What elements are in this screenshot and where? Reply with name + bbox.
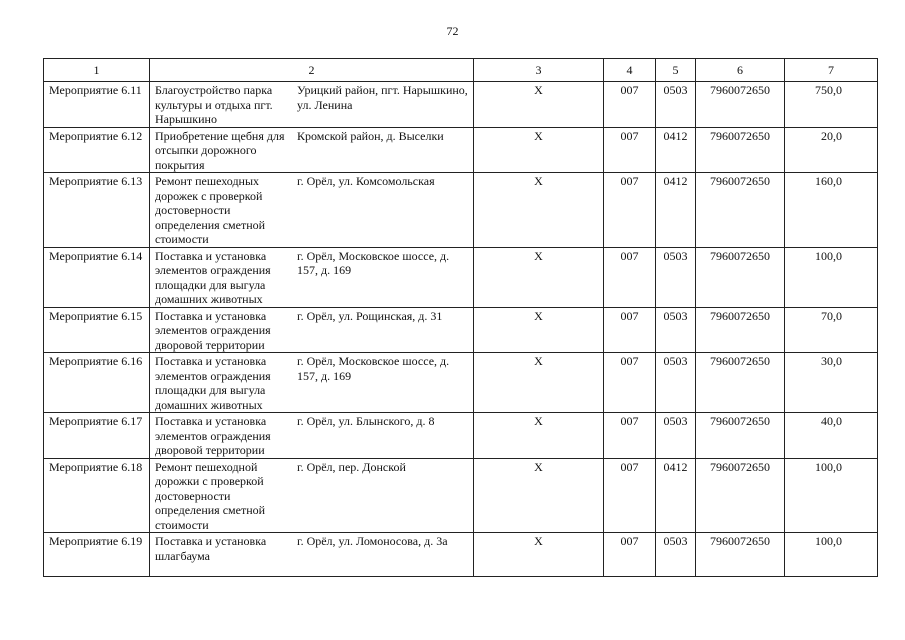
col7-cell: 160,0 [785,173,878,248]
col6-cell: 7960072650 [696,82,785,128]
measure-cell: Мероприятие 6.12 [44,127,150,173]
measure-cell: Мероприятие 6.11 [44,82,150,128]
col3-cell: X [474,413,604,459]
description-cell [150,533,474,577]
measure-address: г. Орёл, ул. Рощинская, д. 31 [297,308,443,323]
measure-name: Приобретение щебня для отсыпки дорожного покрытия [155,128,285,172]
measure-name: Ремонт пешеходной дорожки с проверкой достоверности определения сметной стоимости [155,459,266,532]
table-row [44,307,878,353]
description-cell [150,353,474,413]
measure-name: Благоустройство парка культуры и отдыха пгт. Нарышкино [155,83,273,126]
measure-name: Поставка и установка шлагбаума [155,534,267,563]
col5-cell: 0503 [656,533,696,577]
col3-cell: X [474,173,604,248]
col6-cell: 7960072650 [696,533,785,577]
col6-cell: 7960072650 [696,173,785,248]
description-cell [150,307,474,353]
table-row [44,533,878,577]
measure-address: г. Орёл, пер. Донской [297,459,406,474]
measure-name: Поставка и установка элементов ограждения площадки для выгула домашних животных [155,248,271,306]
col4-cell: 007 [604,458,656,533]
measure-address: г. Орёл, Московское шоссе, д. 157, д. 169 [297,354,450,383]
header-cell: 7 [785,59,878,82]
col5-cell: 0503 [656,353,696,413]
measure-cell: Мероприятие 6.14 [44,247,150,307]
col4-cell: 007 [604,127,656,173]
col6-cell: 7960072650 [696,127,785,173]
col6-cell: 7960072650 [696,307,785,353]
table-row [44,353,878,413]
measure-cell: Мероприятие 6.16 [44,353,150,413]
col4-cell: 007 [604,353,656,413]
col4-cell: 007 [604,247,656,307]
description-cell [150,458,474,533]
measure-name: Поставка и установка элементов ограждения дворовой территории [155,414,271,457]
description-cell [150,413,474,459]
table-row [44,413,878,459]
header-cell: 5 [656,59,696,82]
col6-cell: 7960072650 [696,413,785,459]
col7-cell: 100,0 [785,458,878,533]
col5-cell: 0503 [656,413,696,459]
col5-cell: 0503 [656,307,696,353]
header-cell: 3 [474,59,604,82]
col3-cell: X [474,307,604,353]
col3-cell: X [474,127,604,173]
col3-cell: X [474,247,604,307]
table-row [44,127,878,173]
measure-address: г. Орёл, ул. Ломоносова, д. 3а [297,534,448,548]
description-cell [150,127,474,173]
page-number: 72 [446,24,459,38]
table-row [44,173,878,248]
header-cell: 1 [44,59,150,82]
table-body [44,82,878,577]
col7-cell: 70,0 [785,307,878,353]
col7-cell: 750,0 [785,82,878,128]
col4-cell: 007 [604,413,656,459]
measure-name: Поставка и установка элементов ограждения площадки для выгула домашних животных [155,354,271,412]
table-row [44,82,878,128]
col4-cell: 007 [604,173,656,248]
col5-cell: 0412 [656,127,696,173]
col4-cell: 007 [604,307,656,353]
col7-cell: 100,0 [785,533,878,577]
col3-cell: X [474,458,604,533]
measure-address: г. Орёл, ул. Комсомольская [297,174,435,188]
measure-address: г. Орёл, Московское шоссе, д. 157, д. 169 [297,248,450,277]
header-cell: 4 [604,59,656,82]
measure-cell: Мероприятие 6.19 [44,533,150,577]
col3-cell: X [474,353,604,413]
measure-cell: Мероприятие 6.18 [44,458,150,533]
measure-name: Поставка и установка элементов ограждения дворовой территории [155,308,271,352]
col5-cell: 0503 [656,82,696,128]
description-cell [150,247,474,307]
table-row [44,247,878,307]
col4-cell: 007 [604,82,656,128]
col5-cell: 0412 [656,458,696,533]
budget-measures-table [43,58,878,577]
measure-cell: Мероприятие 6.13 [44,173,150,248]
table-row [44,458,878,533]
measure-address: Урицкий район, пгт. Нарышкино, ул. Ленина [297,83,468,112]
col3-cell: X [474,82,604,128]
measure-cell: Мероприятие 6.17 [44,413,150,459]
col5-cell: 0503 [656,247,696,307]
col7-cell: 20,0 [785,127,878,173]
measure-address: Кромской район, д. Выселки [297,128,444,143]
col5-cell: 0412 [656,173,696,248]
col4-cell: 007 [604,533,656,577]
col7-cell: 100,0 [785,247,878,307]
col3-cell: X [474,533,604,577]
col6-cell: 7960072650 [696,458,785,533]
measure-cell: Мероприятие 6.15 [44,307,150,353]
col7-cell: 40,0 [785,413,878,459]
measure-name: Ремонт пешеходных дорожек с проверкой достоверности определения сметной стоимости [155,174,266,246]
col7-cell: 30,0 [785,353,878,413]
description-cell [150,82,474,128]
col6-cell: 7960072650 [696,247,785,307]
measure-address: г. Орёл, ул. Блынского, д. 8 [297,414,435,428]
description-cell [150,173,474,248]
header-cell: 2 [150,59,474,82]
header-cell: 6 [696,59,785,82]
col6-cell: 7960072650 [696,353,785,413]
table-header-row [44,59,878,82]
